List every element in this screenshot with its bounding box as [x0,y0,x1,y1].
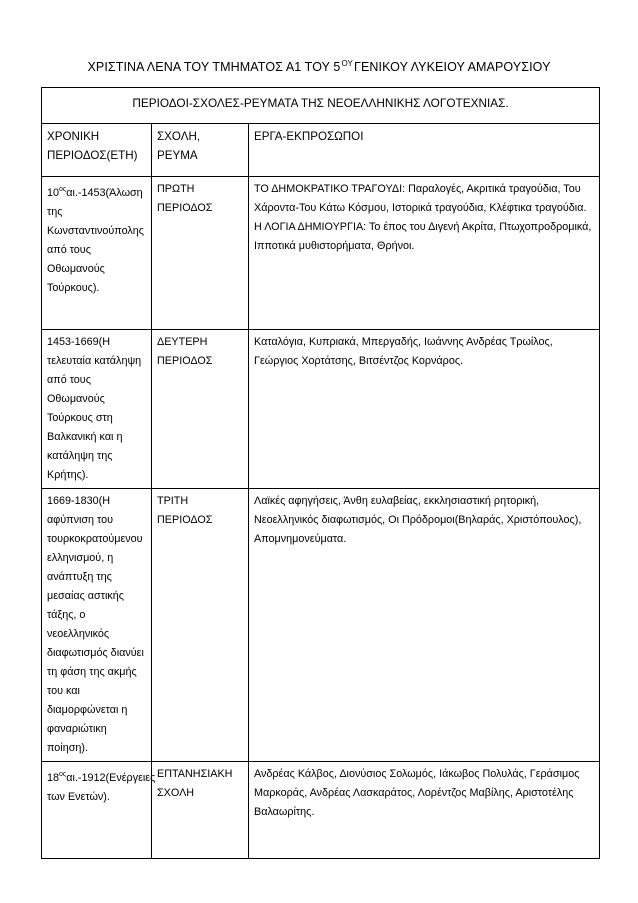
table-caption-row [42,88,600,124]
title-superscript: ΟΥ [341,59,353,68]
period-cell [42,177,152,330]
header-school: ΣΧΟΛΗ, ΡΕΥΜΑ [152,124,249,177]
period-ordinal: ος [59,186,67,193]
title-rest: ΓΕΝΙΚΟΥ ΛΥΚΕΙΟΥ ΑΜΑΡΟΥΣΙΟΥ [353,60,551,74]
literature-periods-table [41,87,600,859]
table-caption: ΠΕΡΙΟΔΟΙ-ΣΧΟΛΕΣ-ΡΕΥΜΑΤΑ ΤΗΣ ΝΕΟΕΛΛΗΝΙΚΗΣ ΛΟΓΟΤΕΧΝΙΑΣ. [42,88,600,124]
works-cell: ΤΟ ΔΗΜΟΚΡΑΤΙΚΟ ΤΡΑΓΟΥΔΙ: Παραλογές, Ακριτικά τραγούδια, Του Χάροντα-Του Κάτω Κόσμου, Ιστορικά τραγούδια, Κλέφτικα τραγούδια. Η ΛΟΓΙΑ ΔΗΜΙΟΥΡΓΙΑ: Το έπος του Διγενή Ακρίτα, Πτωχοπροδρομικά, Ιπποτικά μυθιστορήματα, Θρήνοι. [249,177,600,330]
period-text-rest: αι.-1912(Ενέργειες των Ενετών). [47,772,156,803]
works-cell: Λαϊκές αφηγήσεις, Άνθη ευλαβείας, εκκλησιαστική ρητορική, Νεοελληνικός διαφωτισμός, Οι Πρόδρομοι(Βηλαράς, Χριστόπουλος), Απομνημονεύματα. [249,489,600,762]
header-period: ΧΡΟΝΙΚΗ ΠΕΡΙΟΔΟΣ(ΕΤΗ) [42,124,152,177]
table-row [42,177,600,330]
period-text: 1669-1830(Η αφύπνιση του τουρκοκρατούμενου ελληνισμού, η ανάπτυξη της μεσαίας αστικής τάξης, ο νεοελληνικός διαφωτισμός διανύει τη φάση της ακμής του και διαμορφώνεται η φαναριώτικη ποίηση). [47,495,144,754]
school-cell: ΔΕΥΤΕΡΗ ΠΕΡΙΟΔΟΣ [152,330,249,489]
document-title [0,59,638,74]
table-row [42,762,600,859]
period-text: 18 [47,772,60,784]
school-cell: ΤΡΙΤΗ ΠΕΡΙΟΔΟΣ [152,489,249,762]
table-row [42,330,600,489]
period-text-rest: αι.-1453(Άλωση της Κωνσταντινούπολης από τους Οθωμανούς Τούρκους). [47,187,144,294]
period-cell [42,489,152,762]
works-cell: Καταλόγια, Κυπριακά, Μπεργαδής, Ιωάννης Ανδρέας Τρωίλος, Γεώργιος Χορτάτσης, Βιτσέντζος Κορνάρος. [249,330,600,489]
period-text: 1453-1669(Η τελευταία κατάληψη από τους Οθωμανούς Τούρκους στη Βαλκανική και η κατάληψη της Κρήτης). [47,336,142,481]
school-cell: ΕΠΤΑΝΗΣΙΑΚΗ ΣΧΟΛΗ [152,762,249,859]
table-row [42,489,600,762]
works-cell: Ανδρέας Κάλβος, Διονύσιος Σολωμός, Ιάκωβος Πολυλάς, Γεράσιμος Μαρκοράς, Ανδρέας Λασκαράτος, Λορέντζος Μαβίλης, Αριστοτέλης Βαλαωρίτης. [249,762,600,859]
period-cell [42,330,152,489]
period-cell [42,762,156,859]
period-ordinal: ος [59,771,67,778]
school-cell: ΠΡΩΤΗ ΠΕΡΙΟΔΟΣ [152,177,249,330]
table-header-row [42,124,600,177]
period-text: 10 [47,187,60,199]
header-works: ΕΡΓΑ-ΕΚΠΡΟΣΩΠΟΙ [249,124,600,177]
title-main: ΧΡΙΣΤΙΝΑ ΛΕΝΑ ΤΟΥ ΤΜΗΜΑΤΟΣ Α1 ΤΟΥ 5 [87,60,341,74]
